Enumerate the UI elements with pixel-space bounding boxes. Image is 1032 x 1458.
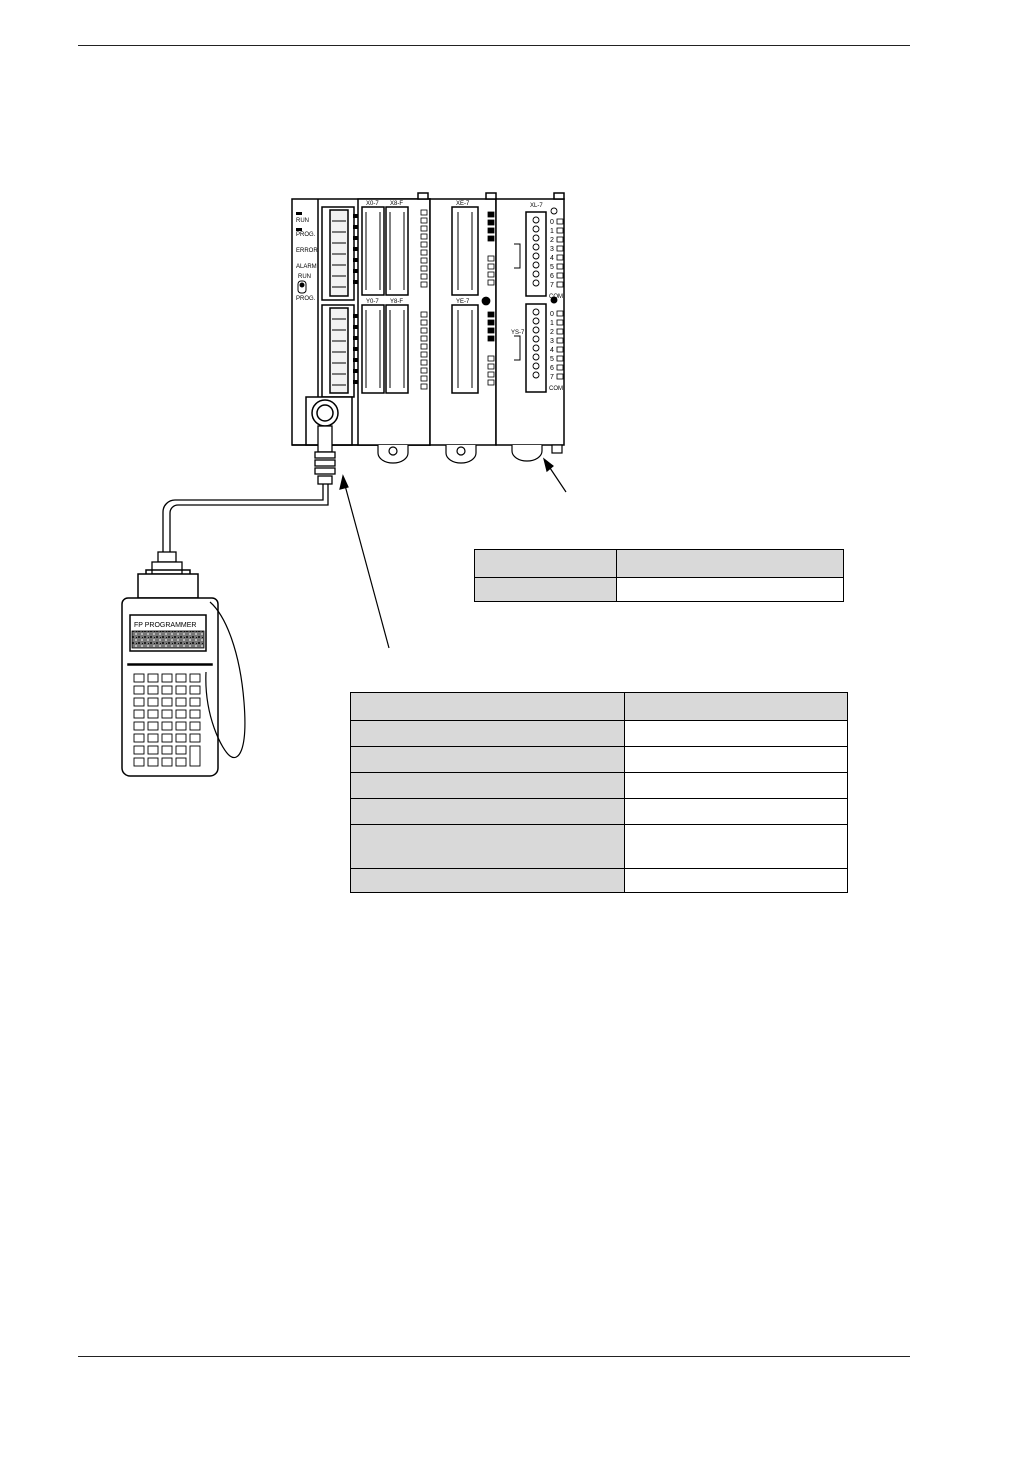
x0-7-label: X0-7 bbox=[366, 201, 379, 207]
svg-text:7: 7 bbox=[550, 374, 554, 381]
spec-table-small bbox=[474, 549, 844, 602]
table-row bbox=[351, 773, 848, 799]
table-row bbox=[351, 721, 848, 747]
spec-table-large bbox=[350, 692, 848, 893]
ye-7-label: YE-7 bbox=[456, 299, 470, 305]
com-label-bottom: COM bbox=[549, 386, 563, 392]
table-value-cell bbox=[625, 799, 848, 825]
mode-run-label: RUN bbox=[298, 274, 311, 280]
table-label-cell bbox=[475, 578, 617, 602]
table-header-cell bbox=[351, 693, 625, 721]
programmer-display-text: FP PROGRAMMER bbox=[134, 622, 197, 629]
table-header-cell bbox=[475, 550, 617, 578]
y0-7-label: Y0-7 bbox=[366, 299, 379, 305]
x8-f-label: X8-F bbox=[390, 201, 404, 207]
svg-text:1: 1 bbox=[550, 320, 554, 327]
svg-text:5: 5 bbox=[550, 264, 554, 271]
table-value-cell bbox=[625, 773, 848, 799]
programming-cable bbox=[152, 426, 335, 574]
svg-text:4: 4 bbox=[550, 255, 554, 262]
io-unit-3-foot bbox=[512, 445, 562, 461]
table-row bbox=[351, 799, 848, 825]
table-row bbox=[351, 747, 848, 773]
table-label-cell bbox=[351, 825, 625, 869]
table-header-cell bbox=[617, 550, 844, 578]
table-row bbox=[351, 869, 848, 893]
mode-switch[interactable] bbox=[298, 281, 306, 293]
svg-text:3: 3 bbox=[550, 246, 554, 253]
table-row bbox=[351, 825, 848, 869]
svg-text:6: 6 bbox=[550, 273, 554, 280]
table-value-cell bbox=[625, 721, 848, 747]
table-label-cell bbox=[351, 869, 625, 893]
y8-f-label: Y8-F bbox=[390, 299, 404, 305]
error-led-label: ERROR bbox=[296, 248, 318, 254]
table-label-cell bbox=[351, 799, 625, 825]
table-value-cell bbox=[617, 578, 844, 602]
svg-text:0: 0 bbox=[550, 311, 554, 318]
svg-text:2: 2 bbox=[550, 329, 554, 336]
svg-text:3: 3 bbox=[550, 338, 554, 345]
handheld-programmer bbox=[122, 570, 245, 776]
run-led-label: RUN bbox=[296, 218, 309, 224]
svg-text:0: 0 bbox=[550, 219, 554, 226]
svg-text:1: 1 bbox=[550, 228, 554, 235]
table-label-cell bbox=[351, 721, 625, 747]
table-label-cell bbox=[351, 747, 625, 773]
svg-text:7: 7 bbox=[550, 282, 554, 289]
xl-7-label: XL-7 bbox=[530, 203, 543, 209]
table-label-cell bbox=[351, 773, 625, 799]
table-header-cell bbox=[625, 693, 848, 721]
svg-text:2: 2 bbox=[550, 237, 554, 244]
io-unit-2-foot bbox=[446, 445, 476, 463]
io-unit-1-foot bbox=[378, 445, 408, 463]
prog-led-label: PROG. bbox=[296, 232, 316, 238]
table-value-cell bbox=[625, 825, 848, 869]
table-row bbox=[475, 578, 844, 602]
xe-7-label: XE-7 bbox=[456, 201, 470, 207]
alarm-led-label: ALARM bbox=[296, 264, 317, 270]
mode-prog-label: PROG. bbox=[296, 296, 316, 302]
io-unit-1 bbox=[358, 199, 430, 445]
svg-text:4: 4 bbox=[550, 347, 554, 354]
svg-text:5: 5 bbox=[550, 356, 554, 363]
com-label-top: COM bbox=[549, 294, 563, 300]
io-unit-2 bbox=[418, 193, 496, 445]
table-value-cell bbox=[625, 747, 848, 773]
table-value-cell bbox=[625, 869, 848, 893]
svg-text:6: 6 bbox=[550, 365, 554, 372]
ys-7-label: YS-7 bbox=[511, 330, 525, 336]
